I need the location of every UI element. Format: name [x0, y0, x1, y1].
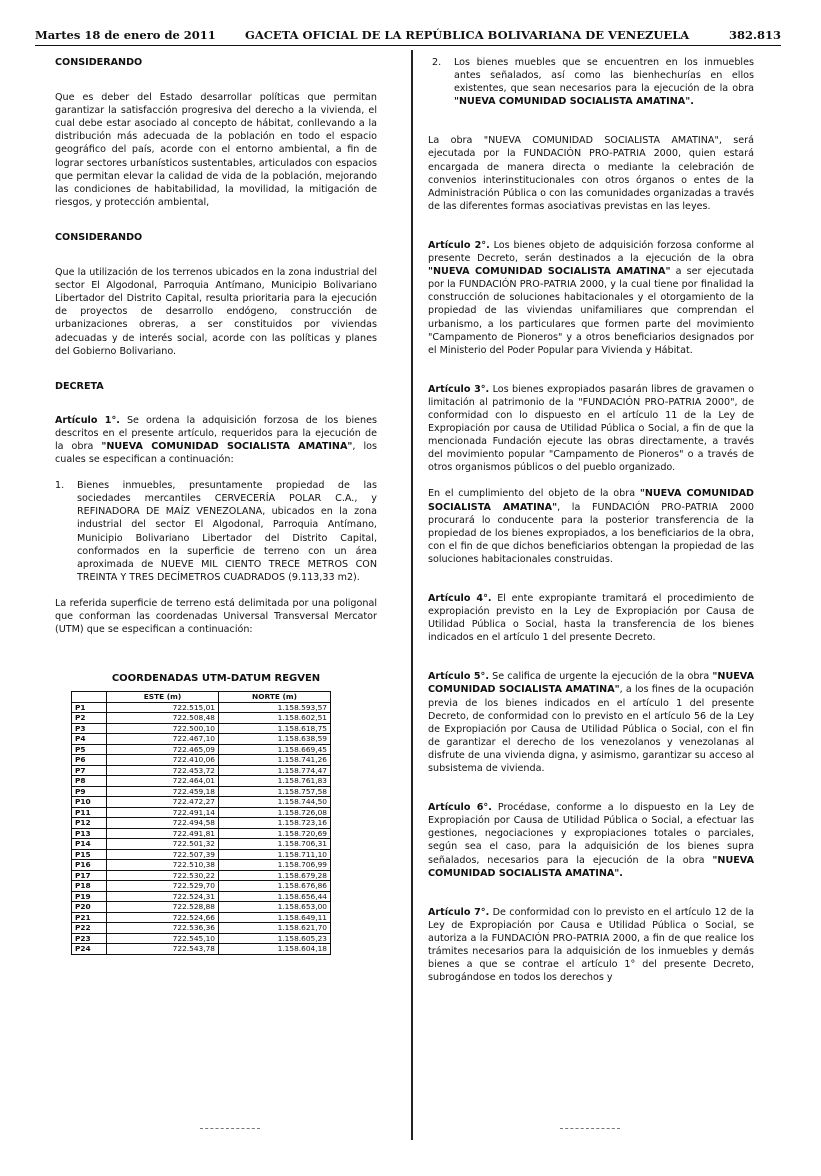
este-value: 722.472,27 [107, 797, 219, 808]
norte-value: 1.158.723,16 [219, 818, 331, 829]
article-3-paragraph: Artículo 3°. Los bienes expropiados pasarán libres de gravamen o limitación al patrimonio de la "FUNDACIÓN PRO-PATRIA 2000", de conformidad con lo dispuesto en el artículo 11 de la Ley de Expropiación por causa de Utilidad Pública o Social, a fin de que la mencionada Fundación ejecute las obras directamente, a través del movimiento popular "Campamento de Pioneros" o a través de otros organismos públicos o del pueblo organizado. [428, 383, 754, 474]
este-value: 722.510,38 [107, 860, 219, 871]
point-label: P15 [72, 849, 107, 860]
table-row [72, 755, 331, 766]
este-value: 722.508,48 [107, 713, 219, 724]
table-row [72, 807, 331, 818]
este-value: 722.491,14 [107, 807, 219, 818]
article-2-label: Artículo 2°. [428, 239, 490, 251]
este-value: 722.467,10 [107, 734, 219, 745]
norte-value: 1.158.656,44 [219, 891, 331, 902]
decreta-heading: DECRETA [55, 380, 104, 392]
este-value: 722.494,58 [107, 818, 219, 829]
point-label: P4 [72, 734, 107, 745]
table-row [72, 765, 331, 776]
este-value: 722.530,22 [107, 870, 219, 881]
table-header-row [72, 692, 331, 703]
cumplimiento-paragraph: En el cumplimiento del objeto de la obra "NUEVA COMUNIDAD SOCIALISTA AMATINA", la FUNDACIÓN PRO-PATRIA 2000 procurará lo conducente para la posterior transferencia de la propiedad de los bienes expropiados, a los beneficiarios de la obra, con el fin de que dichos beneficiarios obtengan la propiedad de las soluciones habitacionales construidas. [428, 488, 754, 565]
table-row [72, 818, 331, 829]
este-value: 722.529,70 [107, 881, 219, 892]
point-label: P7 [72, 765, 107, 776]
point-label: P5 [72, 744, 107, 755]
column-divider [411, 50, 413, 1140]
este-value: 722.536,36 [107, 923, 219, 934]
point-label: P21 [72, 912, 107, 923]
article-2-paragraph: Artículo 2°. Los bienes objeto de adquisición forzosa conforme al presente Decreto, serán destinados a la ejecución de la obra "NUEVA COMUNIDAD SOCIALISTA AMATINA" a ser ejecutada por la FUNDACIÓN PRO-PATRIA 2000, y la cual tiene por finalidad la construcción de soluciones habitacionales y el otorgamiento de la propiedad de las viviendas unifamiliares que comprendan el urbanismo, a los particulares que formen parte del movimiento "Campamento de Pioneros" y a otros beneficiarios designados por el Ministerio del Poder Popular para Vivienda y Hábitat. [428, 239, 754, 356]
point-label: P23 [72, 933, 107, 944]
table-row [72, 944, 331, 955]
table-row [72, 891, 331, 902]
norte-value: 1.158.757,58 [219, 786, 331, 797]
point-label: P12 [72, 818, 107, 829]
este-value: 722.491,81 [107, 828, 219, 839]
table-row [72, 933, 331, 944]
left-column [55, 56, 377, 955]
norte-value: 1.158.679,28 [219, 870, 331, 881]
este-value: 722.515,01 [107, 702, 219, 713]
norte-value: 1.158.761,83 [219, 776, 331, 787]
este-value: 722.524,66 [107, 912, 219, 923]
table-row [72, 902, 331, 913]
este-value: 722.459,18 [107, 786, 219, 797]
table-row [72, 849, 331, 860]
article-3-label: Artículo 3°. [428, 383, 490, 395]
table-row [72, 860, 331, 871]
issue-date: Martes 18 de enero de 2011 [35, 28, 216, 42]
norte-value: 1.158.602,51 [219, 713, 331, 724]
point-label: P16 [72, 860, 107, 871]
table-row [72, 734, 331, 745]
norte-value: 1.158.706,99 [219, 860, 331, 871]
gazette-title: GACETA OFICIAL DE LA REPÚBLICA BOLIVARIANA DE VENEZUELA [245, 28, 690, 42]
norte-value: 1.158.605,23 [219, 933, 331, 944]
este-value: 722.500,10 [107, 723, 219, 734]
article-4-paragraph: Artículo 4°. El ente expropiante tramitará el procedimiento de expropiación previsto en la Ley de Expropiación por Causa de Utilidad Pública o Social, hasta la transferencia de los bienes indicados en el artículo 1 del presente Decreto. [428, 593, 754, 644]
footer-mark-left [200, 1128, 260, 1129]
table-row [72, 744, 331, 755]
point-label: P6 [72, 755, 107, 766]
obra-name: "NUEVA COMUNIDAD SOCIALISTA AMATINA" [101, 440, 353, 452]
norte-value: 1.158.711,10 [219, 849, 331, 860]
article-1-label: Artículo 1°. [55, 414, 120, 426]
point-label: P3 [72, 723, 107, 734]
table-row [72, 786, 331, 797]
norte-value: 1.158.744,50 [219, 797, 331, 808]
table-row [72, 923, 331, 934]
point-label: P19 [72, 891, 107, 902]
point-label: P9 [72, 786, 107, 797]
norte-value: 1.158.720,69 [219, 828, 331, 839]
norte-value: 1.158.653,00 [219, 902, 331, 913]
header-rule [35, 45, 781, 46]
point-label: P17 [72, 870, 107, 881]
article-7-paragraph: Artículo 7°. De conformidad con lo previsto en el artículo 12 de la Ley de Expropiación por Causa e Utilidad Pública o Social, se autoriza a la FUNDACIÓN PRO-PATRIA 2000, a fin de que realice los trámites necesarios para la adquisición de los inmuebles y demás bienes a que se contrae el artículo 1° del presente Decreto, subrogándose en todos los derechos y [428, 906, 755, 984]
norte-value: 1.158.593,57 [219, 702, 331, 713]
article-1-paragraph: Artículo 1°. Se ordena la adquisición forzosa de los bienes descritos en el presente artículo, requeridos para la ejecución de la obra "NUEVA COMUNIDAD SOCIALISTA AMATINA", los cuales se especifican a continuación: [55, 414, 378, 466]
este-value: 722.410,06 [107, 755, 219, 766]
point-label: P22 [72, 923, 107, 934]
considerando-paragraph-1: Que es deber del Estado desarrollar políticas que permitan garantizar la satisfacción progresiva del derecho a la vivienda, el cual debe estar asociado al concepto de hábitat, conllevando a la distribución más adecuada de la población en todo el espacio geográfico del país, acorde con el entorno ambiental, a fin de lograr sectores urbanísticos sustentables, articulados con espacios que permitan elevar la calidad de vida de la población, mejorando las condiciones de habitabilidad, la movilidad, la mitigación de riesgos, y protección ambiental, [55, 92, 377, 208]
point-label: P2 [72, 713, 107, 724]
este-value: 722.507,39 [107, 849, 219, 860]
norte-value: 1.158.669,45 [219, 744, 331, 755]
este-value: 722.501,32 [107, 839, 219, 850]
list-item-1: 1. Bienes inmuebles, presuntamente propiedad de las sociedades mercantiles CERVECERÍA POLAR C.A., y REFINADORA DE MAÍZ VENEZOLANA, ubicados en la zona industrial del sector El Algodonal, Parroquia Antímano, Municipio Bolivariano Libertador del Distrito Capital, conformados en la superficie de terreno con un área aproximada de NUEVE MIL CIENTO TRECE METROS CON TREINTA Y TRES DECÍMETROS CUADRADOS (9.113,33 m2). [55, 480, 377, 583]
footer-mark-right [560, 1128, 620, 1129]
table-row [72, 912, 331, 923]
article-6-label: Artículo 6°. [428, 802, 492, 814]
table-header-este: ESTE (m) [107, 692, 219, 703]
este-value: 722.453,72 [107, 765, 219, 776]
article-4-label: Artículo 4°. [428, 593, 492, 604]
table-row [72, 702, 331, 713]
poligonal-paragraph: La referida superficie de terreno está delimitada por una poligonal que conforman las coordenadas Universal Transversal Mercator (UTM) que se especifican a continuación: [55, 597, 377, 636]
norte-value: 1.158.618,75 [219, 723, 331, 734]
este-value: 722.543,78 [107, 944, 219, 955]
norte-value: 1.158.741,26 [219, 755, 331, 766]
page-number: 382.813 [728, 28, 781, 42]
point-label: P18 [72, 881, 107, 892]
point-label: P13 [72, 828, 107, 839]
article-5-label: Artículo 5°. [428, 671, 489, 683]
norte-value: 1.158.638,59 [219, 734, 331, 745]
coordinates-table [71, 691, 331, 955]
point-label: P14 [72, 839, 107, 850]
obra-paragraph: La obra "NUEVA COMUNIDAD SOCIALISTA AMATINA", será ejecutada por la FUNDACIÓN PRO-PATRIA 2000, quien estará encargada de manera directa o mediante la celebración de convenios interinstitucionales con otros órganos o entes de la Administración Pública o con las comunidades organizadas a través de las diferentes formas asociativas previstas en las leyes. [428, 135, 754, 212]
norte-value: 1.158.604,18 [219, 944, 331, 955]
point-label: P24 [72, 944, 107, 955]
considerando-heading-2: CONSIDERANDO [55, 231, 143, 243]
point-label: P8 [72, 776, 107, 787]
coordinates-table-title: COORDENADAS UTM-DATUM REGVEN [111, 673, 321, 685]
right-column [428, 56, 754, 984]
article-6-paragraph: Artículo 6°. Procédase, conforme a lo dispuesto en la Ley de Expropiación por Causa de Utilidad Pública o Social, a efectuar las gestiones, negociaciones y expropiaciones totales o parciales, según sea el caso, para la adquisición de los bienes supra señalados, necesarios para la ejecución de la obra "NUEVA COMUNIDAD SOCIALISTA AMATINA". [428, 802, 754, 879]
este-value: 722.545,10 [107, 933, 219, 944]
este-value: 722.524,31 [107, 891, 219, 902]
article-7-label: Artículo 7°. [428, 906, 490, 918]
point-label: P11 [72, 807, 107, 818]
considerando-heading-1: CONSIDERANDO [55, 57, 143, 68]
table-row [72, 797, 331, 808]
list-item-2: 2. Los bienes muebles que se encuentren en los inmuebles antes señalados, así como las bienhechurías en ellos existentes, que sean necesarios para la ejecución de la obra "NUEVA COMUNIDAD SOCIALISTA AMATINA". [432, 57, 754, 108]
norte-value: 1.158.726,08 [219, 807, 331, 818]
norte-value: 1.158.649,11 [219, 912, 331, 923]
table-row [72, 776, 331, 787]
table-row [72, 713, 331, 724]
point-label: P20 [72, 902, 107, 913]
norte-value: 1.158.706,31 [219, 839, 331, 850]
gazette-header [35, 24, 781, 46]
table-row [72, 839, 331, 850]
table-header-norte: NORTE (m) [219, 692, 331, 703]
table-row [72, 881, 331, 892]
norte-value: 1.158.621,70 [219, 923, 331, 934]
este-value: 722.528,88 [107, 902, 219, 913]
este-value: 722.465,09 [107, 744, 219, 755]
point-label: P1 [72, 702, 107, 713]
table-row [72, 870, 331, 881]
table-row [72, 828, 331, 839]
norte-value: 1.158.676,86 [219, 881, 331, 892]
table-row [72, 723, 331, 734]
norte-value: 1.158.774,47 [219, 765, 331, 776]
article-5-paragraph: Artículo 5°. Se califica de urgente la ejecución de la obra "NUEVA COMUNIDAD SOCIALISTA AMATINA", a los fines de la ocupación previa de los bienes indicados en el artículo 1 del presente Decreto, de conformidad con lo previsto en el artículo 56 de la Ley de Expropiación por Causa de Utilidad Pública o Social, con el fin de garantizar el derecho de los venezolanos y venezolanas al disfrute de una vivienda digna, y asimismo, garantizar su acceso al subsistema de vivienda. [428, 671, 754, 775]
point-label: P10 [72, 797, 107, 808]
considerando-paragraph-2: Que la utilización de los terrenos ubicados en la zona industrial del sector El Algodonal, Parroquia Antímano, Municipio Bolivariano Libertador del Distrito Capital, resulta prioritaria para la ejecución de proyectos de desarrollo endógeno, construcción de urbanizaciones obreras, a ser constituidos por viviendas adecuadas y de interés social, acorde con las políticas y planes del Gobierno Bolivariano. [55, 267, 377, 357]
este-value: 722.464,01 [107, 776, 219, 787]
